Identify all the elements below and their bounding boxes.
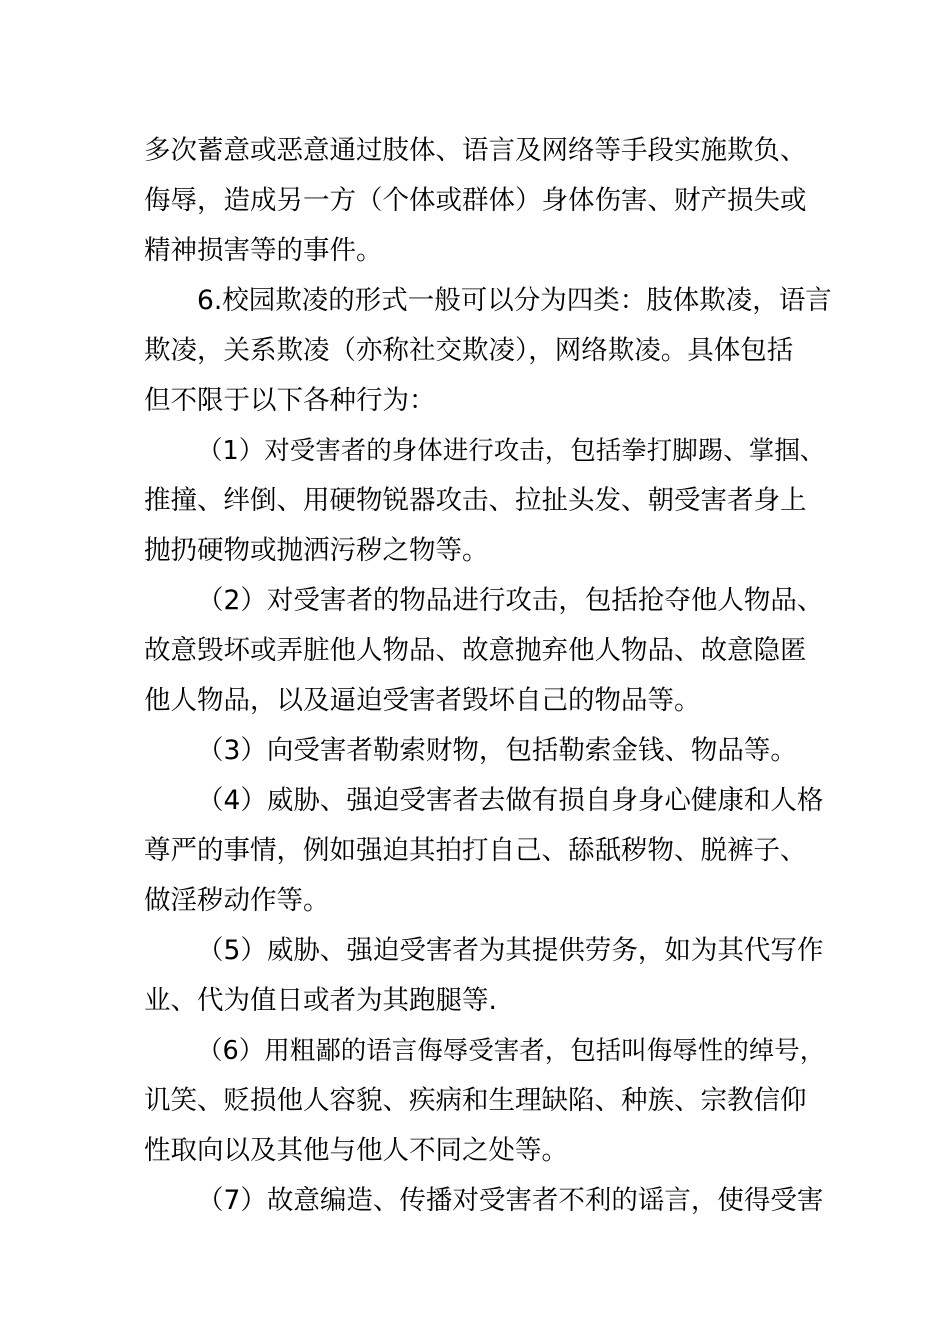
text-line: （7）故意编造、传播对受害者不利的谣言，使得受害: [197, 1185, 824, 1216]
text-line: 业、代为值日或者为其跑腿等.: [144, 985, 497, 1016]
text-line: 但不限于以下各种行为：: [144, 385, 436, 416]
text-line: 他人物品，以及逼迫受害者毁坏自己的物品等。: [144, 685, 701, 716]
text-line: 抛扔硬物或抛洒污秽之物等。: [144, 535, 489, 566]
text-line: 侮辱，造成另一方（个体或群体）身体伤害、财产损失或: [144, 185, 807, 216]
text-line: 推撞、绊倒、用硬物锐器攻击、拉扯头发、朝受害者身上: [144, 485, 807, 516]
text-line: 欺凌，关系欺凌（亦称社交欺凌），网络欺凌。具体包括: [144, 335, 794, 366]
text-line: 故意毁坏或弄脏他人物品、故意抛弃他人物品、故意隐匿: [144, 635, 807, 666]
text-line: （5）威胁、强迫受害者为其提供劳务，如为其代写作: [197, 935, 824, 966]
text-line: 6.校园欺凌的形式一般可以分为四类：肢体欺凌，语言: [197, 285, 832, 316]
text-line: （2）对受害者的物品进行攻击，包括抢夺他人物品、: [197, 585, 824, 616]
text-line: 精神损害等的事件。: [144, 235, 383, 266]
text-line: 尊严的事情，例如强迫其拍打自己、舔舐秽物、脱裤子、: [144, 835, 807, 866]
text-line: 讥笑、贬损他人容貌、疾病和生理缺陷、种族、宗教信仰: [144, 1085, 807, 1116]
text-line: 做淫秽动作等。: [144, 885, 330, 916]
text-line: 性取向以及其他与他人不同之处等。: [144, 1135, 568, 1166]
text-line: 多次蓄意或恶意通过肢体、语言及网络等手段实施欺负、: [144, 135, 807, 166]
text-line: （4）威胁、强迫受害者去做有损自身身心健康和人格: [197, 785, 824, 816]
document-body: [144, 126, 834, 1226]
text-line: （1）对受害者的身体进行攻击，包括拳打脚踢、掌掴、: [197, 436, 826, 466]
text-line: （6）用粗鄙的语言侮辱受害者，包括叫侮辱性的绰号，: [197, 1036, 826, 1066]
text-line: （3）向受害者勒索财物，包括勒索金钱、物品等。: [197, 735, 797, 766]
